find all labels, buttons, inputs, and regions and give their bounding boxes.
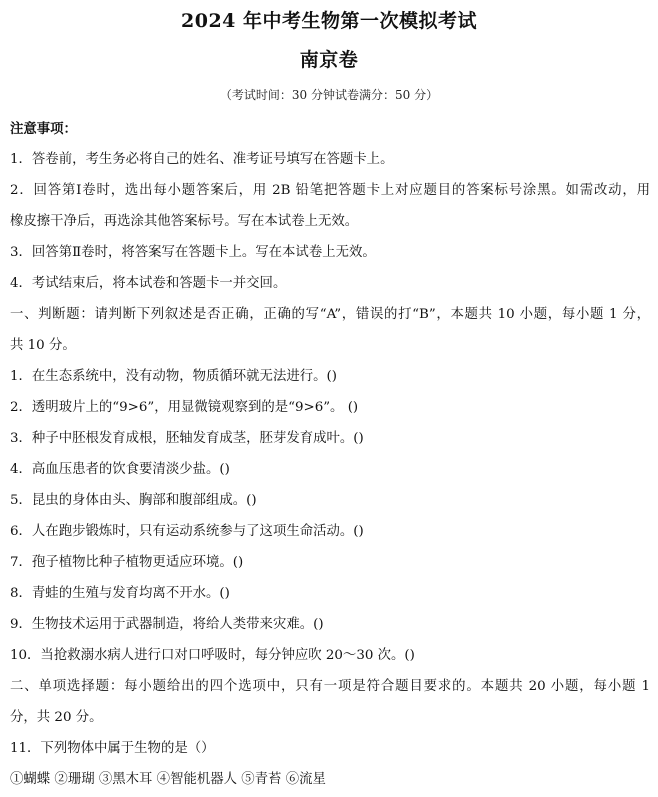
section2-heading: 二、单项选择题：每小题给出的四个选项中，只有一项是符合题目要求的。本题共 20 小题，每小题 1 [10, 679, 650, 694]
question-2: 2．透明玻片上的“9>6”，用显微镜观察到的是“9>6”。 () [10, 400, 359, 415]
question-3: 3．种子中胚根发育成根，胚轴发育成茎，胚芽发育成叶。() [10, 431, 364, 446]
exam-title: 2024 年中考生物第一次模拟考试 [181, 10, 477, 32]
question-8: 8．青蛙的生殖与发育均离不开水。() [10, 586, 230, 601]
question-9: 9．生物技术运用于武器制造，将给人类带来灾难。() [10, 617, 324, 632]
notice-item-1: 1．答卷前，考生务必将自己的姓名、准考证号填写在答题卡上。 [10, 152, 394, 167]
section2-heading-cont: 分，共 20 分。 [10, 710, 103, 725]
notice-item-4: 4．考试结束后，将本试卷和答题卡一并交回。 [10, 276, 287, 291]
notice-item-3: 3．回答第Ⅱ卷时，将答案写在答题卡上。写在本试卷上无效。 [10, 245, 376, 260]
question-6: 6．人在跑步锻炼时，只有运动系统参与了这项生命活动。() [10, 524, 364, 539]
question-10: 10．当抢救溺水病人进行口对口呼吸时，每分钟应吹 20～30 次。() [10, 648, 415, 663]
question-4: 4．高血压患者的饮食要清淡少盐。() [10, 462, 230, 477]
notice-item-2-cont: 橡皮擦干净后，再选涂其他答案标号。写在本试卷上无效。 [10, 214, 359, 229]
question-11: 11．下列物体中属于生物的是（） [10, 741, 215, 756]
question-1: 1．在生态系统中，没有动物，物质循环就无法进行。() [10, 369, 337, 384]
exam-info: （考试时间：30 分钟试卷满分：50 分） [219, 88, 439, 102]
section1-heading: 一、判断题：请判断下列叙述是否正确，正确的写“A”，错误的打“B”，本题共 10 小题，每小题 1 分， [10, 307, 650, 322]
exam-subtitle: 南京卷 [299, 49, 359, 71]
question-11-options: ①蝴蝶 ②珊瑚 ③黑木耳 ④智能机器人 ⑤青苔 ⑥流星 [10, 772, 326, 787]
notice-item-2: 2．回答第Ⅰ卷时，选出每小题答案后，用 2B 铅笔把答题卡上对应题目的答案标号涂黑。如需改动，用 [10, 183, 650, 198]
question-5: 5．昆虫的身体由头、胸部和腹部组成。() [10, 493, 257, 508]
question-7: 7．孢子植物比种子植物更适应环境。() [10, 555, 244, 570]
section1-heading-cont: 共 10 分。 [10, 338, 76, 353]
notice-heading: 注意事项： [10, 121, 77, 137]
